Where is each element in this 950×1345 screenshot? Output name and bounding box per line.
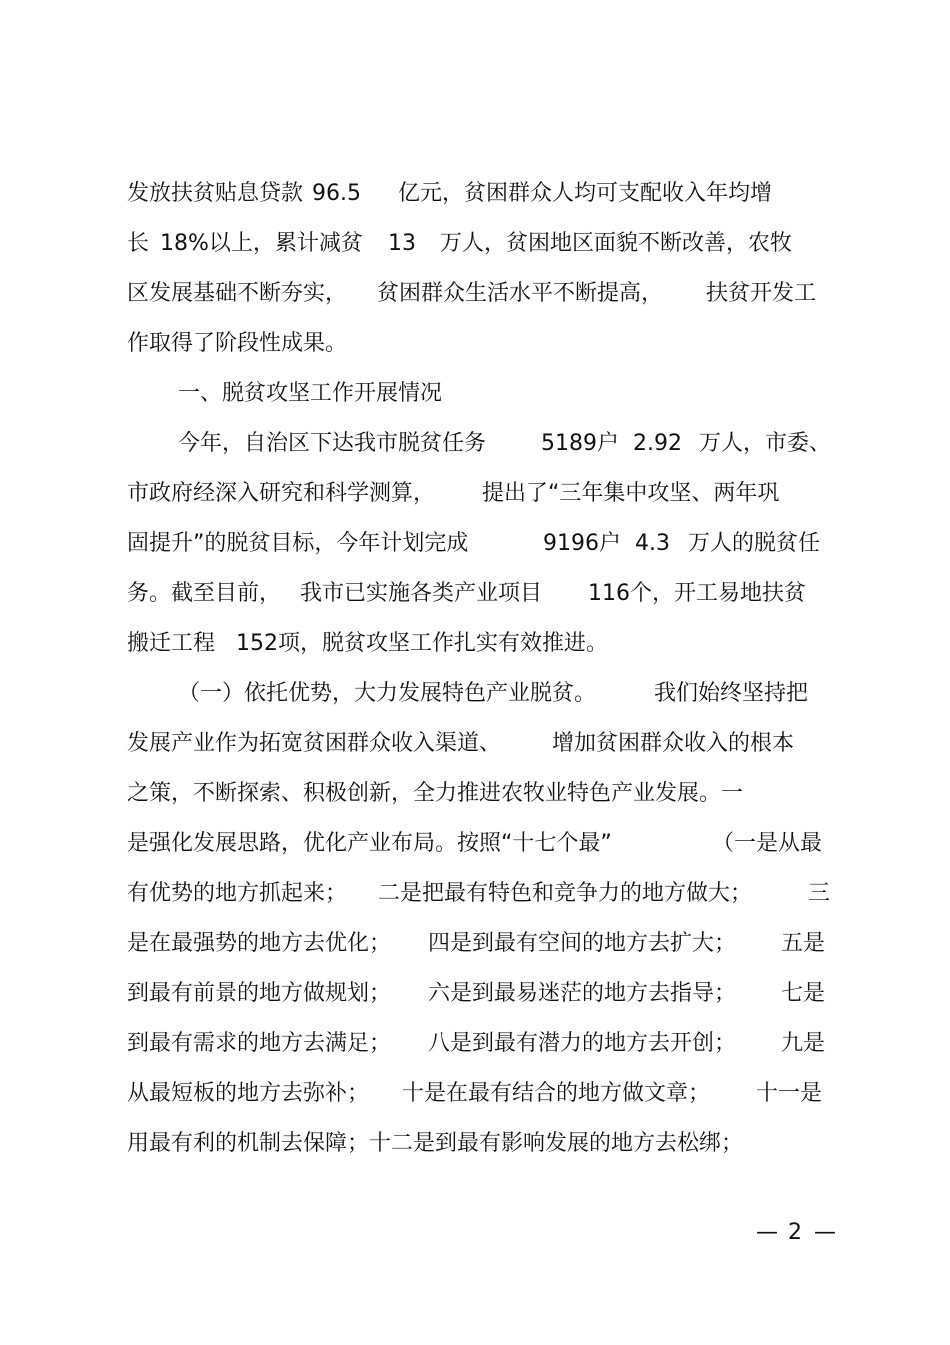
text-segment: 十是在最有结合的地方做文章； — [402, 1081, 711, 1106]
text-segment: 到最有需求的地方去满足； — [127, 1031, 392, 1056]
text-segment: 八是到最有潜力的地方去开创； — [428, 1031, 737, 1056]
text-segment: 一、脱贫攻坚工作开展情况 — [178, 381, 443, 406]
text-segment: 长 — [127, 231, 150, 256]
text-segment: 万人，市委、 — [699, 431, 832, 456]
text-line — [0, 424, 950, 464]
text-segment: 万人，贫困地区面貌不断改善，农牧 — [440, 231, 793, 256]
text-segment: 我们始终坚持把 — [654, 681, 809, 706]
text-segment: 九是 — [781, 1031, 826, 1056]
text-segment: 116个，开工易地扶贫 — [588, 581, 806, 606]
text-segment: 之策，不断探索、积极创新，全力推进农牧业特色产业发展。一 — [127, 781, 744, 806]
text-segment: 贫困群众生活水平不断提高， — [377, 281, 664, 306]
text-segment: 用最有利的机制去保障；十二是到最有影响发展的地方去松绑； — [127, 1131, 744, 1156]
text-segment: 固提升”的脱贫目标，今年计划完成 — [127, 531, 469, 556]
text-segment: 152项，脱贫攻坚工作扎实有效推进。 — [236, 631, 608, 656]
text-segment: 96.5 — [312, 181, 361, 206]
text-line — [0, 624, 950, 664]
text-segment: 发展产业作为拓宽贫困群众收入渠道、 — [127, 731, 502, 756]
text-segment: 从最短板的地方去弥补； — [127, 1081, 370, 1106]
text-segment: 扶贫开发工 — [706, 281, 817, 306]
page-footer — [756, 1213, 846, 1253]
text-segment: 作取得了阶段性成果。 — [127, 331, 348, 356]
text-line — [0, 774, 950, 814]
text-segment: 亿元，贫困群众人均可支配收入年均增 — [398, 181, 773, 206]
text-line — [0, 974, 950, 1014]
text-line — [0, 924, 950, 964]
text-line — [0, 474, 950, 514]
text-segment: 市政府经深入研究和科学测算， — [127, 481, 436, 506]
text-segment: 十一是 — [756, 1081, 823, 1106]
text-segment: 5189户 — [541, 431, 619, 456]
text-segment: 三 — [808, 881, 831, 906]
text-segment: 提出了“三年集中攻坚、两年巩 — [482, 481, 780, 506]
text-line — [0, 274, 950, 314]
text-segment: 今年，自治区下达我市脱贫任务 — [178, 431, 487, 456]
text-segment: 13 — [388, 231, 416, 256]
text-line — [0, 524, 950, 564]
text-segment: 四是到最有空间的地方去扩大； — [428, 931, 737, 956]
text-line — [0, 174, 950, 214]
text-segment: 万人的脱贫任 — [688, 531, 821, 556]
text-segment: 五是 — [781, 931, 826, 956]
text-line — [0, 224, 950, 264]
text-segment: （一）依托优势，大力发展特色产业脱贫。 — [178, 681, 597, 706]
text-segment: 区发展基础不断夯实， — [127, 281, 348, 306]
text-segment: 六是到最易迷茫的地方去指导； — [428, 981, 737, 1006]
text-segment: （一是从最 — [712, 831, 823, 856]
text-segment: 9196户 — [543, 531, 621, 556]
text-segment: 发放扶贫贴息贷款 — [127, 181, 304, 206]
text-segment: 有优势的地方抓起来； — [127, 881, 348, 906]
text-line — [0, 874, 950, 914]
text-segment: 搬迁工程 — [127, 631, 216, 656]
section-heading — [0, 374, 950, 414]
text-segment: 2.92 — [633, 431, 682, 456]
text-segment: 七是 — [781, 981, 826, 1006]
dash-right: — — [814, 1220, 836, 1245]
dash-left: — — [756, 1220, 778, 1245]
text-segment: 4.3 — [635, 531, 670, 556]
text-segment: 是在最强势的地方去优化； — [127, 931, 392, 956]
text-segment: 二是把最有特色和竞争力的地方做大； — [378, 881, 753, 906]
text-line — [0, 1124, 950, 1164]
text-line — [0, 1024, 950, 1064]
text-line — [0, 574, 950, 614]
text-segment: 是强化发展思路，优化产业布局。按照“十七个最” — [127, 831, 612, 856]
text-line — [0, 824, 950, 864]
text-segment: 务。截至目前， — [127, 581, 282, 606]
text-segment: 增加贫困群众收入的根本 — [552, 731, 795, 756]
text-line — [0, 324, 950, 364]
page-number: 2 — [788, 1220, 802, 1245]
text-segment: 到最有前景的地方做规划； — [127, 981, 392, 1006]
text-segment: 18%以上，累计减贫 — [160, 231, 363, 256]
text-line — [0, 1074, 950, 1114]
text-segment: 我市已实施各类产业项目 — [300, 581, 543, 606]
subsection-heading — [0, 674, 950, 714]
text-line — [0, 724, 950, 764]
